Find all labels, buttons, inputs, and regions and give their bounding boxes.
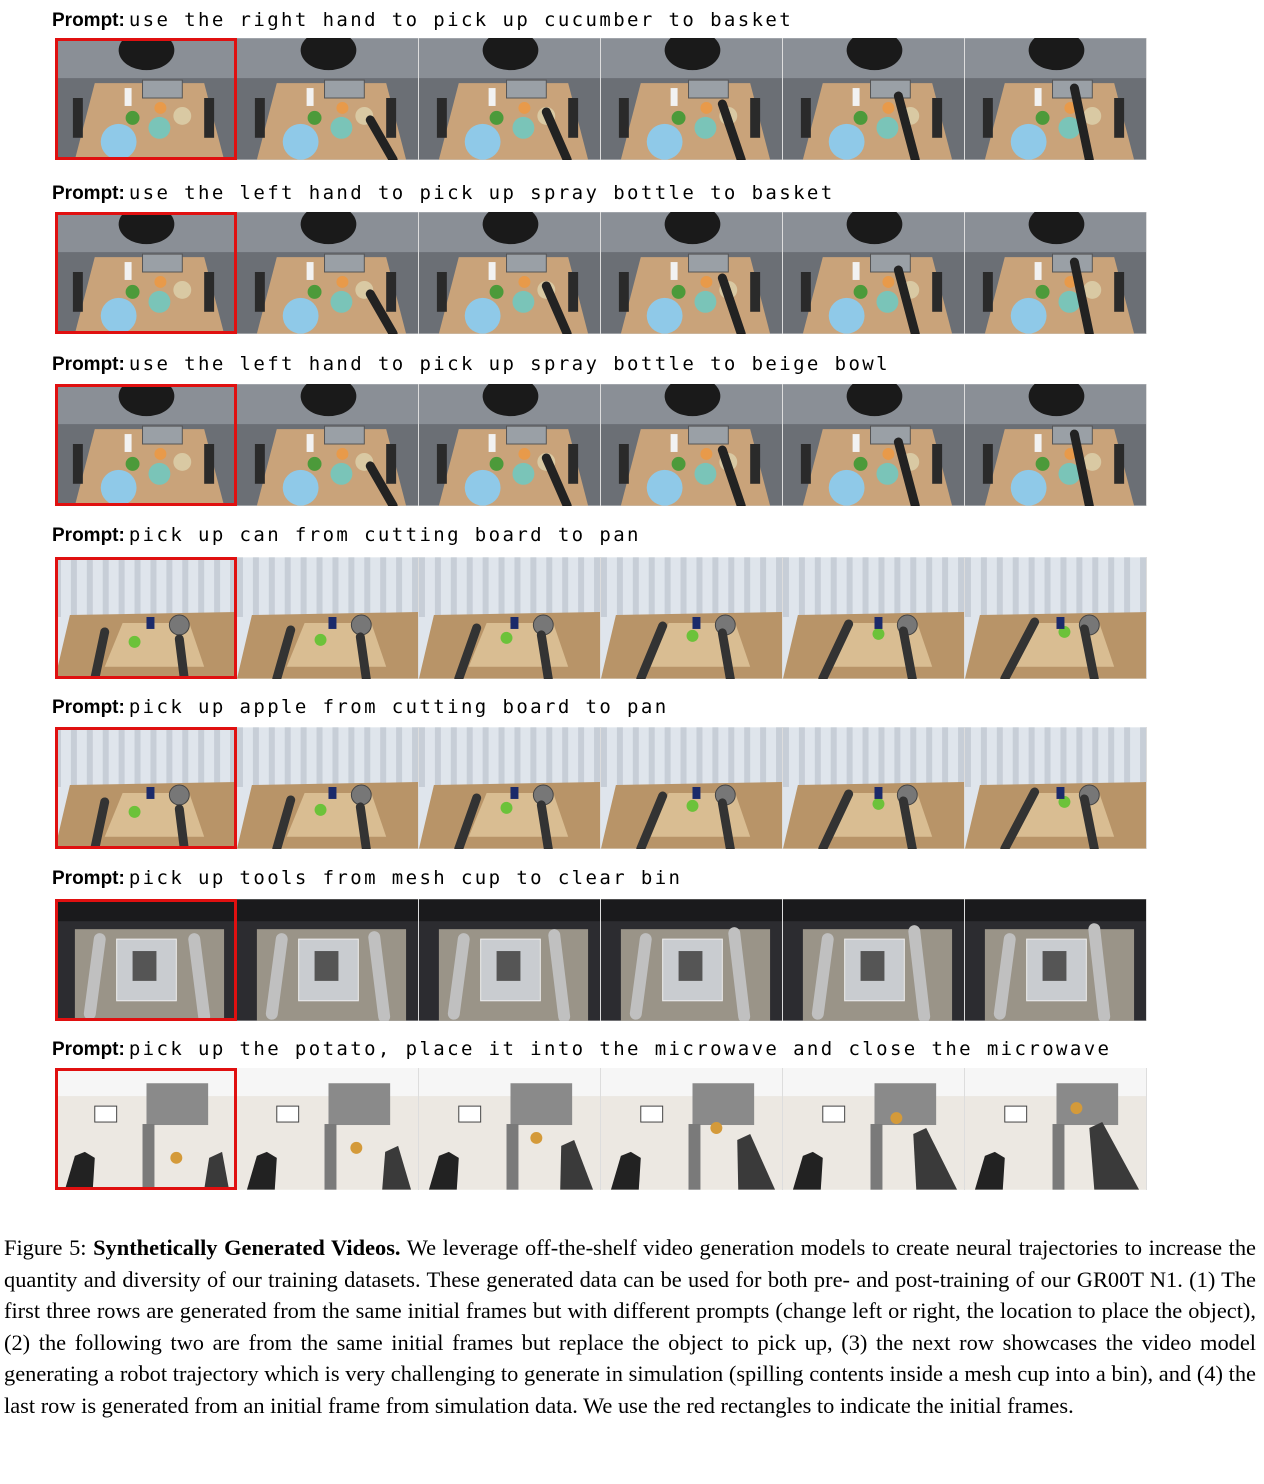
prompt-row-1 bbox=[52, 8, 793, 32]
prompt-label: Prompt: bbox=[52, 1039, 125, 1060]
generated-frame bbox=[419, 384, 601, 506]
generated-frame bbox=[783, 212, 965, 334]
prompt-row-7 bbox=[52, 1037, 1111, 1061]
caption-prefix: Figure 5: bbox=[4, 1235, 94, 1260]
frame-strip-row-5 bbox=[55, 727, 1148, 849]
generated-frame bbox=[783, 1068, 965, 1190]
prompt-label: Prompt: bbox=[52, 525, 125, 546]
generated-frame bbox=[965, 727, 1147, 849]
generated-frame bbox=[783, 384, 965, 506]
frame-strip-row-2 bbox=[55, 212, 1148, 334]
generated-frame bbox=[237, 899, 419, 1021]
generated-frame bbox=[783, 38, 965, 160]
frame-strip-row-4 bbox=[55, 557, 1148, 679]
frame-strip-row-3 bbox=[55, 384, 1148, 506]
generated-frame bbox=[419, 38, 601, 160]
generated-frame bbox=[783, 899, 965, 1021]
prompt-text: pick up tools from mesh cup to clear bin bbox=[128, 867, 683, 889]
caption-title: Synthetically Generated Videos. bbox=[93, 1235, 401, 1260]
initial-frame bbox=[55, 38, 237, 160]
prompt-row-6 bbox=[52, 866, 682, 890]
frame-strip-row-7 bbox=[55, 1068, 1148, 1190]
prompt-text: pick up can from cutting board to pan bbox=[128, 524, 641, 546]
generated-frame bbox=[965, 557, 1147, 679]
initial-frame bbox=[55, 727, 237, 849]
generated-frame bbox=[601, 38, 783, 160]
generated-frame bbox=[601, 899, 783, 1021]
generated-frame bbox=[419, 899, 601, 1021]
generated-frame bbox=[965, 1068, 1147, 1190]
generated-frame bbox=[237, 1068, 419, 1190]
generated-frame bbox=[601, 557, 783, 679]
prompt-row-4 bbox=[52, 523, 641, 547]
generated-frame bbox=[783, 557, 965, 679]
prompt-label: Prompt: bbox=[52, 10, 125, 31]
prompt-text: use the right hand to pick up cucumber to basket bbox=[128, 9, 794, 31]
prompt-label: Prompt: bbox=[52, 183, 125, 204]
generated-frame bbox=[601, 727, 783, 849]
frame-strip-row-6 bbox=[55, 899, 1148, 1021]
initial-frame bbox=[55, 212, 237, 334]
prompt-label: Prompt: bbox=[52, 868, 125, 889]
frame-strip-row-1 bbox=[55, 38, 1148, 160]
prompt-label: Prompt: bbox=[52, 697, 125, 718]
prompt-text: pick up the potato, place it into the microwave and close the microwave bbox=[128, 1038, 1112, 1060]
initial-frame bbox=[55, 384, 237, 506]
initial-frame bbox=[55, 1068, 237, 1190]
generated-frame bbox=[237, 557, 419, 679]
prompt-text: use the left hand to pick up spray bottle to beige bowl bbox=[128, 353, 890, 375]
generated-frame bbox=[965, 899, 1147, 1021]
generated-frame bbox=[965, 212, 1147, 334]
generated-frame bbox=[601, 384, 783, 506]
generated-frame bbox=[601, 212, 783, 334]
generated-frame bbox=[783, 727, 965, 849]
generated-frame bbox=[419, 557, 601, 679]
generated-frame bbox=[419, 727, 601, 849]
generated-frame bbox=[237, 727, 419, 849]
generated-frame bbox=[965, 384, 1147, 506]
generated-frame bbox=[419, 1068, 601, 1190]
prompt-row-2 bbox=[52, 181, 835, 205]
prompt-row-3 bbox=[52, 352, 890, 376]
generated-frame bbox=[237, 38, 419, 160]
initial-frame bbox=[55, 899, 237, 1021]
generated-frame bbox=[965, 38, 1147, 160]
generated-frame bbox=[237, 384, 419, 506]
prompt-text: pick up apple from cutting board to pan bbox=[128, 696, 669, 718]
generated-frame bbox=[419, 212, 601, 334]
generated-frame bbox=[237, 212, 419, 334]
generated-frame bbox=[601, 1068, 783, 1190]
prompt-text: use the left hand to pick up spray bottle to basket bbox=[128, 182, 835, 204]
caption-body: We leverage off-the-shelf video generation models to create neural trajectories to increase the quantity and diversity of our training datasets. These generated data can be used for both pre- and post-training of our GR00T N1. (1) The first three rows are generated from the same initial frames but with different prompts (change left or right, the location to place the object), (2) the following two are from the same initial frames but replace the object to pick up, (3) the next row showcases the video model generating a robot trajectory which is very challenging to generate in simulation (spilling contents inside a mesh cup into a bin), and (4) the last row is generated from an initial frame from simulation data. We use the red rectangles to indicate the initial frames. bbox=[4, 1235, 1256, 1418]
figure-caption bbox=[4, 1232, 1256, 1421]
prompt-label: Prompt: bbox=[52, 354, 125, 375]
prompt-row-5 bbox=[52, 695, 669, 719]
initial-frame bbox=[55, 557, 237, 679]
